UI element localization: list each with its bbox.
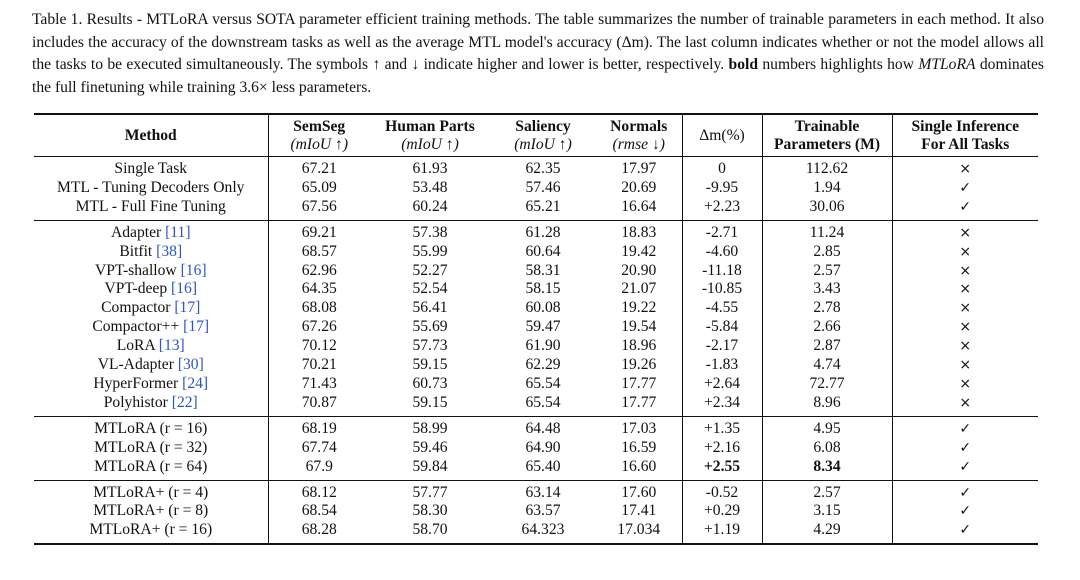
- table-row: [34, 375, 1038, 394]
- cell-single-inference: ×: [892, 299, 1038, 318]
- table-row: [34, 157, 1038, 179]
- citation-link[interactable]: [30]: [177, 356, 204, 374]
- cell-saliency: 65.40: [525, 457, 561, 475]
- table-caption: [32, 9, 1044, 99]
- cell-saliency: 63.14: [525, 483, 561, 501]
- cell-single-inference: ×: [892, 318, 1038, 337]
- cell-human-parts: 60.73: [412, 374, 448, 392]
- cell-delta: +2.64: [682, 375, 762, 394]
- method-name: Polyhistor: [103, 393, 172, 411]
- method-name: HyperFormer: [93, 374, 183, 392]
- cell-delta: -0.52: [682, 480, 762, 502]
- caption-mid: numbers highlights how: [762, 56, 914, 73]
- cell-semseg: 68.08: [268, 299, 370, 318]
- cell-semseg: 65.09: [268, 179, 370, 198]
- table-row: [34, 502, 1038, 521]
- cell-saliency: 58.15: [525, 280, 561, 298]
- cell-human-parts: 61.93: [412, 160, 448, 177]
- header-human-label: Human Parts: [385, 118, 475, 135]
- method-name: MTLoRA+ (r = 4): [93, 483, 209, 501]
- cell-method: [34, 157, 268, 179]
- table-row: [34, 280, 1038, 299]
- method-name: Compactor++: [92, 318, 184, 336]
- table-row: [34, 416, 1038, 438]
- cell-delta: +1.35: [682, 416, 762, 438]
- cell-human-parts: 60.24: [412, 197, 448, 215]
- header-method: Method: [124, 126, 177, 144]
- cell-method: [34, 502, 268, 521]
- cell-params: 4.29: [762, 521, 892, 544]
- header-human-parts: [370, 114, 490, 157]
- method-name: VL-Adapter: [97, 356, 178, 374]
- table-row: [34, 521, 1038, 544]
- cell-saliency: 63.57: [525, 502, 561, 520]
- cell-single-inference: ×: [892, 220, 1038, 242]
- header-saliency-label: Saliency: [515, 118, 571, 135]
- table-row: [34, 262, 1038, 281]
- cell-normals: 19.22: [621, 299, 657, 317]
- cell-saliency: 59.47: [525, 318, 561, 336]
- cell-params: 3.15: [762, 502, 892, 521]
- group-peft-methods: [34, 220, 1038, 416]
- citation-link[interactable]: [17]: [174, 299, 201, 317]
- cell-semseg: 62.96: [268, 262, 370, 281]
- method-name: MTLoRA+ (r = 16): [89, 521, 213, 539]
- cell-single-inference: ✓: [892, 458, 1038, 480]
- cell-saliency: 61.28: [525, 223, 561, 241]
- cell-normals: 17.41: [621, 502, 657, 520]
- cell-semseg: 67.21: [268, 157, 370, 179]
- cell-saliency: 61.90: [525, 337, 561, 355]
- header-single-line2: For All Tasks: [921, 135, 1010, 153]
- header-human-metric: (mIoU ↑): [401, 135, 459, 153]
- method-name: MTLoRA (r = 64): [94, 457, 208, 475]
- cell-saliency: 58.31: [525, 261, 561, 279]
- cell-human-parts: 58.99: [412, 419, 448, 437]
- cell-single-inference: ✓: [892, 480, 1038, 502]
- cell-params: 4.95: [762, 416, 892, 438]
- method-name: VPT-deep: [104, 280, 172, 298]
- cell-human-parts: 53.48: [412, 178, 448, 196]
- header-normals-metric: (rmse ↓): [612, 135, 665, 153]
- header-trainable: [762, 114, 892, 157]
- cell-semseg: 67.56: [268, 198, 370, 220]
- cell-params: 2.57: [762, 480, 892, 502]
- cell-method: [34, 480, 268, 502]
- cell-normals: 18.83: [621, 223, 657, 241]
- cell-semseg: 68.57: [268, 243, 370, 262]
- table-row: [34, 439, 1038, 458]
- table-row: [34, 480, 1038, 502]
- header-semseg: [268, 114, 370, 157]
- method-name: Bitfit: [119, 242, 157, 260]
- cell-saliency: 64.90: [525, 438, 561, 456]
- method-name: Compactor: [101, 299, 175, 317]
- cell-normals: 16.64: [621, 197, 657, 215]
- method-name: VPT-shallow: [94, 261, 181, 279]
- table-row: [34, 394, 1038, 416]
- cell-semseg: 68.28: [268, 521, 370, 544]
- group-baselines: [34, 157, 1038, 221]
- cell-delta: 0: [682, 157, 762, 179]
- method-name: MTL - Tuning Decoders Only: [57, 178, 245, 196]
- caption-lead: Table 1. Results - MTLoRA versus SOTA parameter efficient training methods. The table summarizes the number of trainable parameters in each method. It also includes the accuracy of the downstream tasks as well as the average MTL model's accuracy (Δm). The last column indicates whether or not the model allows all the tasks to be executed simultaneously. The symbols ↑ and ↓ indicate higher and lower is better, respectively.: [32, 11, 1044, 73]
- cell-saliency: 60.64: [525, 242, 561, 260]
- cell-saliency: 65.21: [525, 197, 561, 215]
- group-mtlora-plus: [34, 480, 1038, 544]
- cell-semseg: 70.87: [268, 394, 370, 416]
- cell-params: 6.08: [762, 439, 892, 458]
- cell-single-inference: ✓: [892, 198, 1038, 220]
- header-normals: [596, 114, 682, 157]
- cell-single-inference: ✓: [892, 439, 1038, 458]
- cell-params: 72.77: [762, 375, 892, 394]
- cell-single-inference: ✓: [892, 416, 1038, 438]
- cell-semseg: 70.12: [268, 337, 370, 356]
- cell-normals: 17.60: [621, 483, 657, 501]
- cell-semseg: 68.12: [268, 480, 370, 502]
- cell-delta: -1.83: [682, 356, 762, 375]
- header-trainable-line1: Trainable: [794, 118, 860, 135]
- cell-delta: -9.95: [682, 179, 762, 198]
- method-name: MTLoRA+ (r = 8): [93, 502, 209, 520]
- cell-method: [34, 356, 268, 375]
- method-name: LoRA: [116, 337, 159, 355]
- header-trainable-line2: Parameters (M): [773, 135, 881, 153]
- cell-semseg: 71.43: [268, 375, 370, 394]
- cell-delta: -5.84: [682, 318, 762, 337]
- cell-single-inference: ×: [892, 280, 1038, 299]
- cell-saliency: 64.323: [521, 521, 565, 539]
- cell-method: [34, 243, 268, 262]
- cell-delta: -11.18: [682, 262, 762, 281]
- cell-method: [34, 375, 268, 394]
- cell-human-parts: 56.41: [412, 299, 448, 317]
- header-semseg-metric: (mIoU ↑): [290, 135, 349, 153]
- cell-delta: +2.55: [682, 458, 762, 480]
- citation-link[interactable]: [17]: [183, 318, 210, 336]
- citation-link[interactable]: [24]: [182, 374, 209, 392]
- cell-normals: 17.97: [621, 160, 657, 177]
- cell-single-inference: ✓: [892, 521, 1038, 544]
- cell-single-inference: ×: [892, 157, 1038, 179]
- cell-human-parts: 58.30: [412, 502, 448, 520]
- cell-params: 11.24: [762, 220, 892, 242]
- method-name: MTLoRA (r = 32): [94, 438, 208, 456]
- cell-method: [34, 179, 268, 198]
- header-normals-label: Normals: [610, 118, 668, 135]
- cell-params: 2.66: [762, 318, 892, 337]
- table-row: [34, 299, 1038, 318]
- header-semseg-label: SemSeg: [293, 118, 346, 135]
- cell-method: [34, 198, 268, 220]
- cell-human-parts: 59.15: [412, 393, 448, 411]
- cell-semseg: 64.35: [268, 280, 370, 299]
- cell-method: [34, 521, 268, 544]
- cell-params: 2.78: [762, 299, 892, 318]
- table-row: [34, 458, 1038, 480]
- cell-normals: 21.07: [621, 280, 657, 298]
- cell-semseg: 67.26: [268, 318, 370, 337]
- cell-params: 4.74: [762, 356, 892, 375]
- cell-params: 1.94: [762, 179, 892, 198]
- method-name: MTL - Full Fine Tuning: [75, 197, 226, 215]
- group-mtlora: [34, 416, 1038, 480]
- cell-single-inference: ✓: [892, 502, 1038, 521]
- cell-delta: -10.85: [682, 280, 762, 299]
- cell-single-inference: ×: [892, 356, 1038, 375]
- cell-normals: 18.96: [621, 337, 657, 355]
- cell-params: 8.34: [762, 458, 892, 480]
- caption-tail: dominates the full finetuning while training 3.6× less parameters.: [32, 56, 1044, 96]
- cell-method: [34, 220, 268, 242]
- cell-semseg: 69.21: [268, 220, 370, 242]
- cell-semseg: 67.9: [268, 458, 370, 480]
- cell-delta: +0.29: [682, 502, 762, 521]
- cell-params: 112.62: [762, 157, 892, 179]
- cell-human-parts: 59.46: [412, 438, 448, 456]
- cell-method: [34, 439, 268, 458]
- cell-saliency: 60.08: [525, 299, 561, 317]
- cell-normals: 19.42: [621, 242, 657, 260]
- method-name: Single Task: [114, 160, 188, 177]
- cell-normals: 17.03: [621, 419, 657, 437]
- table-row: [34, 356, 1038, 375]
- cell-delta: +2.16: [682, 439, 762, 458]
- cell-saliency: 65.54: [525, 393, 561, 411]
- cell-method: [34, 416, 268, 438]
- cell-params: 2.57: [762, 262, 892, 281]
- cell-semseg: 68.19: [268, 416, 370, 438]
- cell-normals: 17.034: [617, 521, 661, 539]
- method-name: Adapter: [110, 223, 166, 241]
- cell-delta: +1.19: [682, 521, 762, 544]
- table-row: [34, 179, 1038, 198]
- cell-human-parts: 52.54: [412, 280, 448, 298]
- header-single-line1: Single Inference: [911, 118, 1020, 135]
- cell-single-inference: ×: [892, 375, 1038, 394]
- cell-single-inference: ×: [892, 243, 1038, 262]
- cell-human-parts: 57.38: [412, 223, 448, 241]
- cell-single-inference: ✓: [892, 179, 1038, 198]
- cell-human-parts: 59.84: [412, 457, 448, 475]
- cell-delta: -4.55: [682, 299, 762, 318]
- cell-delta: -2.17: [682, 337, 762, 356]
- cell-normals: 17.77: [621, 374, 657, 392]
- cell-normals: 17.77: [621, 393, 657, 411]
- cell-saliency: 65.54: [525, 374, 561, 392]
- citation-link[interactable]: [22]: [171, 393, 198, 411]
- cell-normals: 16.60: [621, 457, 657, 475]
- cell-normals: 20.90: [621, 261, 657, 279]
- cell-human-parts: 57.77: [412, 483, 448, 501]
- cell-params: 2.85: [762, 243, 892, 262]
- table-row: [34, 243, 1038, 262]
- table-row: [34, 220, 1038, 242]
- cell-method: [34, 318, 268, 337]
- citation-link[interactable]: [38]: [156, 242, 183, 260]
- results-table: [34, 113, 1038, 545]
- cell-semseg: 68.54: [268, 502, 370, 521]
- cell-human-parts: 55.99: [412, 242, 448, 260]
- cell-normals: 19.54: [621, 318, 657, 336]
- caption-bold-word: bold: [728, 56, 759, 73]
- cell-normals: 19.26: [621, 356, 657, 374]
- cell-human-parts: 58.70: [412, 521, 448, 539]
- cell-single-inference: ×: [892, 394, 1038, 416]
- cell-method: [34, 299, 268, 318]
- citation-link[interactable]: [16]: [180, 261, 207, 279]
- cell-single-inference: ×: [892, 337, 1038, 356]
- cell-human-parts: 57.73: [412, 337, 448, 355]
- cell-params: 2.87: [762, 337, 892, 356]
- cell-human-parts: 52.27: [412, 261, 448, 279]
- cell-method: [34, 280, 268, 299]
- cell-params: 8.96: [762, 394, 892, 416]
- caption-italic-name: MTLoRA: [918, 56, 976, 73]
- header-saliency: [490, 114, 596, 157]
- citation-link[interactable]: [13]: [158, 337, 185, 355]
- table-row: [34, 198, 1038, 220]
- cell-saliency: 62.35: [525, 160, 561, 177]
- cell-delta: -4.60: [682, 243, 762, 262]
- method-name: MTLoRA (r = 16): [94, 419, 208, 437]
- cell-delta: -2.71: [682, 220, 762, 242]
- table-header: [34, 114, 1038, 157]
- cell-single-inference: ×: [892, 262, 1038, 281]
- cell-saliency: 57.46: [525, 178, 561, 196]
- cell-method: [34, 262, 268, 281]
- cell-params: 30.06: [762, 198, 892, 220]
- cell-saliency: 64.48: [525, 419, 561, 437]
- cell-method: [34, 458, 268, 480]
- header-single-inference: [892, 114, 1038, 157]
- cell-delta: +2.23: [682, 198, 762, 220]
- table-row: [34, 337, 1038, 356]
- table-row: [34, 318, 1038, 337]
- citation-link[interactable]: [11]: [165, 223, 191, 241]
- cell-params: 3.43: [762, 280, 892, 299]
- cell-method: [34, 394, 268, 416]
- header-saliency-metric: (mIoU ↑): [514, 135, 572, 153]
- cell-semseg: 67.74: [268, 439, 370, 458]
- cell-human-parts: 59.15: [412, 356, 448, 374]
- cell-delta: +2.34: [682, 394, 762, 416]
- citation-link[interactable]: [16]: [171, 280, 198, 298]
- cell-method: [34, 337, 268, 356]
- cell-normals: 16.59: [621, 438, 657, 456]
- header-delta: Δm(%): [682, 114, 762, 157]
- cell-normals: 20.69: [621, 178, 657, 196]
- cell-saliency: 62.29: [525, 356, 561, 374]
- cell-human-parts: 55.69: [412, 318, 448, 336]
- cell-semseg: 70.21: [268, 356, 370, 375]
